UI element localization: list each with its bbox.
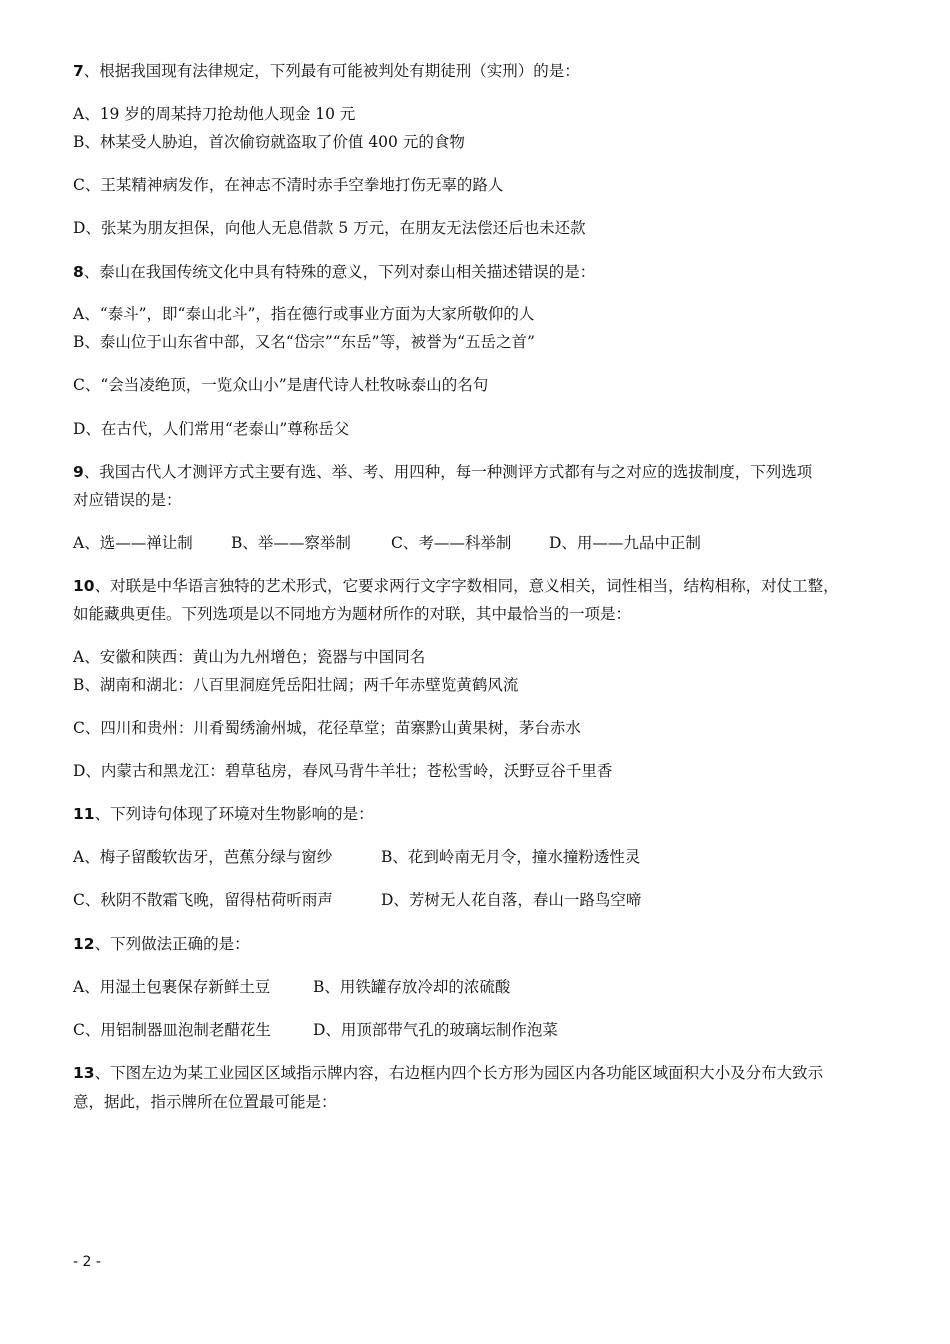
question-10-option-c: C、四川和贵州：川肴蜀绣渝州城，花径草堂；苗寨黔山黄果树，茅台赤水 <box>73 719 581 737</box>
question-9-stem-continued: 对应错误的是： <box>73 491 182 509</box>
question-8-option-a: A、“泰斗”，即“泰山北斗”，指在德行或事业方面为大家所敬仰的人 <box>73 305 535 323</box>
question-11-option-b: B、花到岭南无月令，撞水撞粉透性灵 <box>381 848 641 866</box>
question-11-options-cd <box>73 890 641 910</box>
question-12-option-b: B、用铁罐存放冷却的浓硫酸 <box>313 978 511 996</box>
question-10-stem-continued: 如能藏典更佳。下列选项是以不同地方为题材所作的对联，其中最恰当的一项是： <box>73 605 632 623</box>
question-8-stem: 8、泰山在我国传统文化中具有特殊的意义，下列对泰山相关描述错误的是： <box>73 263 596 281</box>
question-7-option-c: C、王某精神病发作，在神志不清时赤手空拳地打伤无辜的路人 <box>73 176 504 194</box>
question-9-option-d: D、用——九品中正制 <box>549 534 701 552</box>
question-number: 9 <box>73 463 84 481</box>
question-9-stem: 9、我国古代人才测评方式主要有选、举、考、用四种，每一种测评方式都有与之对应的选拔制度，下列选项 <box>73 463 813 481</box>
question-12-stem: 12、下列做法正确的是： <box>73 935 250 953</box>
question-13-stem: 13、下图左边为某工业园区区域指示牌内容，右边框内四个长方形为园区内各功能区域面积大小及分布大致示 <box>73 1064 824 1082</box>
question-9-option-b: B、举——察举制 <box>231 534 351 552</box>
question-12-option-d: D、用顶部带气孔的玻璃坛制作泡菜 <box>313 1021 558 1039</box>
question-11-options-ab <box>73 847 640 867</box>
question-7-option-a: A、19 岁的周某持刀抢劫他人现金 10 元 <box>73 105 356 123</box>
question-number: 7 <box>73 62 84 80</box>
question-11-stem: 11、下列诗句体现了环境对生物影响的是： <box>73 805 374 823</box>
question-10-option-d: D、内蒙古和黑龙江：碧草毡房，春风马背牛羊壮；苍松雪岭，沃野豆谷千里香 <box>73 762 613 780</box>
question-number: 11 <box>73 805 95 823</box>
question-12-options-ab <box>73 977 510 997</box>
question-8-option-d: D、在古代，人们常用“老泰山”尊称岳父 <box>73 420 350 438</box>
page-number: - 2 - <box>73 1254 101 1270</box>
question-7-stem: 7、根据我国现有法律规定，下列最有可能被判处有期徒刑（实刑）的是： <box>73 62 580 80</box>
question-8-option-c: C、“会当凌绝顶，一览众山小”是唐代诗人杜牧咏泰山的名句 <box>73 376 489 394</box>
question-7-option-d: D、张某为朋友担保，向他人无息借款 5 万元，在朋友无法偿还后也未还款 <box>73 219 586 237</box>
question-13-stem-continued: 意，据此，指示牌所在位置最可能是： <box>73 1093 337 1111</box>
question-12-options-cd <box>73 1020 558 1040</box>
question-10-option-a: A、安徽和陕西：黄山为九州增色；瓷器与中国同名 <box>73 648 426 666</box>
question-number: 8 <box>73 263 84 281</box>
question-7-option-b: B、林某受人胁迫，首次偷窃就盗取了价值 400 元的食物 <box>73 133 465 151</box>
question-11-option-c: C、秋阴不散霜飞晚，留得枯荷听雨声 <box>73 891 333 909</box>
question-10-option-b: B、湖南和湖北：八百里洞庭凭岳阳壮阔；两千年赤壁览黄鹤风流 <box>73 676 519 694</box>
question-9-option-c: C、考——科举制 <box>391 534 512 552</box>
question-8-option-b: B、泰山位于山东省中部，又名“岱宗”“东岳”等，被誉为“五岳之首” <box>73 333 535 351</box>
question-11-option-d: D、芳树无人花自落，春山一路鸟空啼 <box>381 891 642 909</box>
question-12-option-c: C、用铝制器皿泡制老醋花生 <box>73 1021 271 1039</box>
question-12-option-a: A、用湿土包裹保存新鲜土豆 <box>73 978 271 996</box>
question-number: 12 <box>73 935 95 953</box>
question-number: 13 <box>73 1064 95 1082</box>
question-9-options <box>73 533 701 553</box>
question-10-stem: 10、对联是中华语言独特的艺术形式，它要求两行文字字数相同，意义相关，词性相当，结构相称，对仗工整， <box>73 577 839 595</box>
question-11-option-a: A、梅子留酸软齿牙，芭蕉分绿与窗纱 <box>73 848 333 866</box>
question-9-option-a: A、选——禅让制 <box>73 534 193 552</box>
question-number: 10 <box>73 577 95 595</box>
